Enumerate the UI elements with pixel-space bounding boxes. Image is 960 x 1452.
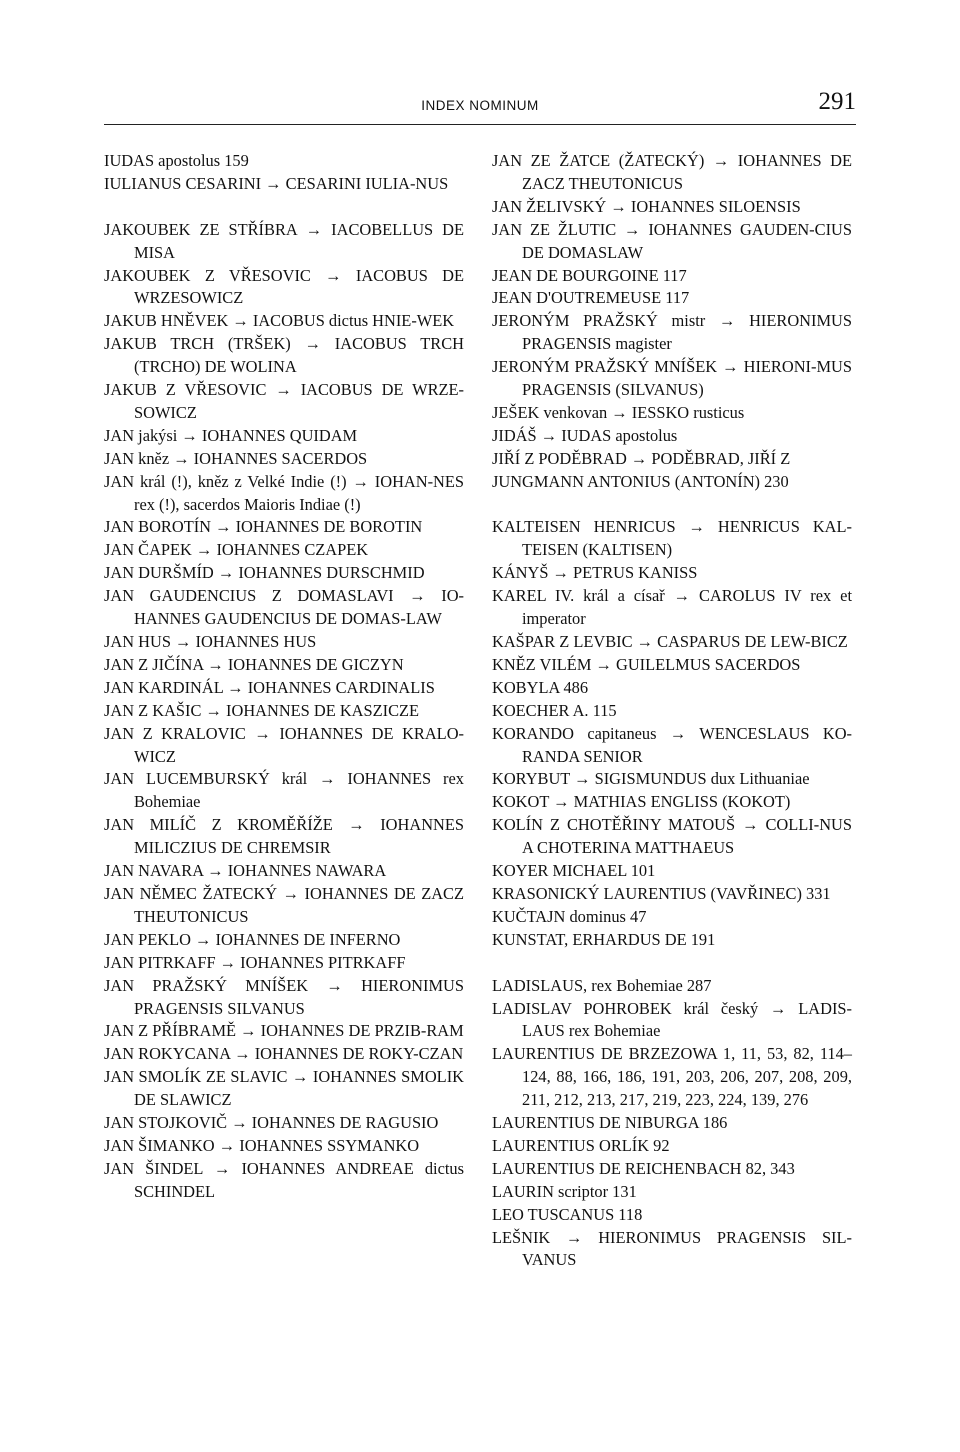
index-entry: LADISLAV POHROBEK král český → LADIS-LAUS rex Bohemiae: [492, 998, 852, 1041]
index-entry: JERONÝM PRAŽSKÝ MNÍŠEK → HIERONI-MUS PRAGENSIS (SILVANUS): [492, 357, 852, 400]
index-entry: JAN Z PŘÍBRAMĚ → IOHANNES DE PRZIB-RAM: [104, 1021, 464, 1041]
index-entry: KRASONICKÝ LAURENTIUS (VAVŘINEC) 331: [492, 883, 831, 903]
index-entry: LAURENTIUS DE REICHENBACH 82, 343: [492, 1158, 795, 1178]
index-entry: JAN PRAŽSKÝ MNÍŠEK → HIERONIMUS PRAGENSIS SILVANUS: [104, 975, 464, 1018]
index-entry: JAN DURŠMÍD → IOHANNES DURSCHMID: [104, 563, 425, 583]
running-title: INDEX NOMINUM: [421, 98, 539, 113]
index-entry: JAKUB Z VŘESOVIC → IACOBUS DE WRZE-SOWICZ: [104, 380, 464, 422]
index-entry: KORYBUT → SIGISMUNDUS dux Lithuaniae: [492, 769, 810, 789]
left-column: [104, 150, 464, 1204]
index-entry: LEO TUSCANUS 118: [492, 1204, 643, 1224]
page-number: 291: [818, 88, 856, 115]
index-entry: JAKUB TRCH (TRŠEK) → IACOBUS TRCH (TRCHO) DE WOLINA: [104, 334, 464, 377]
index-entry: KUČTAJN dominus 47: [492, 906, 647, 926]
running-header: [104, 88, 856, 125]
index-entry: JAN NAVARA → IOHANNES NAWARA: [104, 861, 387, 881]
index-entry: KALTEISEN HENRICUS → HENRICUS KAL-TEISEN (KALTISEN): [492, 517, 852, 560]
section-gap: [492, 494, 852, 517]
index-entry: JAN GAUDENCIUS Z DOMASLAVI → IO-HANNES GAUDENCIUS DE DOMAS-LAW: [104, 586, 464, 629]
index-entry: LEŠNIK → HIERONIMUS PRAGENSIS SIL-VANUS: [492, 1227, 852, 1270]
index-entry: KOECHER A. 115: [492, 700, 617, 720]
index-entry: JAN MILÍČ Z KROMĚŘÍŽE → IOHANNES MILICZIUS DE CHREMSIR: [104, 815, 464, 858]
index-entry: JAN ROKYCANA → IOHANNES DE ROKY-CZAN: [104, 1044, 464, 1064]
index-entry: JAN KARDINÁL → IOHANNES CARDINALIS: [104, 677, 435, 697]
index-entry: KOLÍN Z CHOTĚŘINY MATOUŠ → COLLI-NUS A CHOTERINA MATTHAEUS: [492, 815, 852, 858]
index-entry: JAN HUS → IOHANNES HUS: [104, 632, 317, 652]
index-entry: JAN ČAPEK → IOHANNES CZAPEK: [104, 540, 369, 560]
index-entry: JEAN D'OUTREMEUSE 117: [492, 288, 690, 308]
index-entry: JAN ZE ŽATCE (ŽATECKÝ) → IOHANNES DE ZACZ THEUTONICUS: [492, 151, 852, 193]
index-entry: KOBYLA 486: [492, 677, 589, 697]
index-entry: JEŠEK venkovan → IESSKO rusticus: [492, 402, 745, 422]
index-entry: IULIANUS CESARINI → CESARINI IULIA-NUS: [104, 173, 449, 193]
index-entry: JAN král (!), kněz z Velké Indie (!) → IOHAN-NES rex (!), sacerdos Maioris Indiae (!): [104, 471, 464, 514]
index-entry: JERONÝM PRAŽSKÝ mistr → HIERONIMUS PRAGENSIS magister: [492, 311, 852, 354]
index-entry: KAŠPAR Z LEVBIC → CASPARUS DE LEW-BICZ: [492, 632, 848, 652]
index-entry: JAN ZE ŽLUTIC → IOHANNES GAUDEN-CIUS DE DOMASLAW: [492, 219, 852, 262]
index-entry: KORANDO capitaneus → WENCESLAUS KO-RANDA SENIOR: [492, 723, 852, 766]
index-entry: JAN PITRKAFF → IOHANNES PITRKAFF: [104, 952, 406, 972]
index-entry: JAN ŽELIVSKÝ → IOHANNES SILOENSIS: [492, 196, 801, 216]
index-entry: JAKUB HNĚVEK → IACOBUS dictus HNIE-WEK: [104, 311, 455, 331]
index-entry: JAN NĚMEC ŽATECKÝ → IOHANNES DE ZACZ THEUTONICUS: [104, 883, 464, 926]
section-gap: [104, 196, 464, 219]
index-entry: JIŘÍ Z PODĚBRAD → PODĚBRAD, JIŘÍ Z: [492, 448, 791, 468]
index-entry: JAN ŠIMANKO → IOHANNES SSYMANKO: [104, 1135, 420, 1155]
index-entry: JIDÁŠ → IUDAS apostolus: [492, 425, 678, 445]
right-column: [492, 150, 852, 1272]
index-entry: LAURENTIUS ORLÍK 92: [492, 1135, 670, 1155]
index-entry: KOYER MICHAEL 101: [492, 861, 656, 881]
index-entry: JAN SMOLÍK ZE SLAVIC → IOHANNES SMOLIK DE SLAWICZ: [104, 1067, 464, 1110]
index-entry: LAURENTIUS DE BRZEZOWA 1, 11, 53, 82, 114–124, 88, 166, 186, 191, 203, 206, 207, 208, 209, 211, 212, 213, 217, 219, 223, 224, 139, 276: [492, 1044, 852, 1110]
index-entry: JAN LUCEMBURSKÝ král → IOHANNES rex Bohemiae: [104, 769, 464, 812]
index-entry: KÁNYŠ → PETRUS KANISS: [492, 563, 698, 583]
index-entry: JAN STOJKOVIČ → IOHANNES DE RAGUSIO: [104, 1113, 439, 1133]
index-entry: KOKOT → MATHIAS ENGLISS (KOKOT): [492, 792, 791, 812]
index-entry: JAN PEKLO → IOHANNES DE INFERNO: [104, 929, 401, 949]
index-entry: KNĚZ VILÉM → GUILELMUS SACERDOS: [492, 654, 801, 674]
index-entry: JAKOUBEK Z VŘESOVIC → IACOBUS DE WRZESOWICZ: [104, 265, 464, 308]
index-entry: JAN jakýsi → IOHANNES QUIDAM: [104, 425, 358, 445]
index-entry: LAURIN scriptor 131: [492, 1181, 637, 1201]
index-entry: JAN ŠINDEL → IOHANNES ANDREAE dictus SCHINDEL: [104, 1158, 464, 1201]
index-entry: JAN Z JIČÍNA → IOHANNES DE GICZYN: [104, 654, 404, 674]
index-entry: KAREL IV. král a císař → CAROLUS IV rex et imperator: [492, 586, 852, 629]
section-gap: [492, 952, 852, 975]
index-entry: LAURENTIUS DE NIBURGA 186: [492, 1113, 728, 1133]
index-entry: JUNGMANN ANTONIUS (ANTONÍN) 230: [492, 471, 789, 491]
index-entry: JAN Z KRALOVIC → IOHANNES DE KRALO-WICZ: [104, 723, 464, 766]
index-entry: JAKOUBEK ZE STŘÍBRA → IACOBELLUS DE MISA: [104, 219, 464, 262]
index-entry: JAN Z KAŠIC → IOHANNES DE KASZICZE: [104, 700, 420, 720]
index-entry: JAN BOROTÍN → IOHANNES DE BOROTIN: [104, 517, 423, 537]
index-entry: LADISLAUS, rex Bohemiae 287: [492, 975, 712, 995]
index-entry: IUDAS apostolus 159: [104, 151, 249, 170]
index-entry: JEAN DE BOURGOINE 117: [492, 265, 687, 285]
index-entry: KUNSTAT, ERHARDUS DE 191: [492, 929, 716, 949]
index-entry: JAN kněz → IOHANNES SACERDOS: [104, 448, 368, 468]
